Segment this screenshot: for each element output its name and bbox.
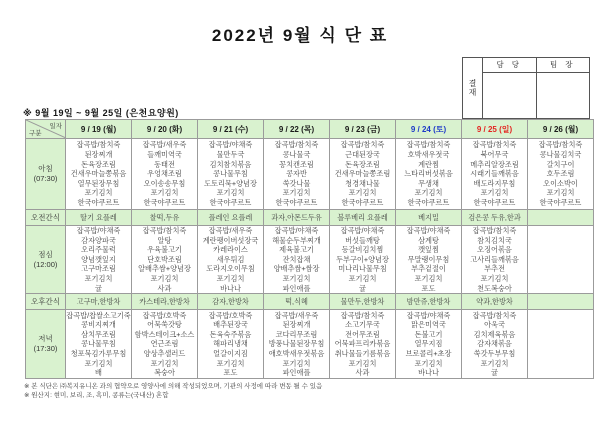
menu-item: 포기김치: [150, 358, 179, 368]
date-header-cell: 9 / 25 (일): [462, 120, 528, 139]
snack-cell: 검은콩 두유,한과: [462, 210, 528, 226]
date-header-cell: 9 / 24 (토): [396, 120, 462, 139]
menu-item: 잡곡밥/새우죽: [274, 310, 319, 320]
menu-cell: [330, 139, 396, 210]
menu-item: 알배추쌈+양념장: [138, 264, 191, 274]
menu-item: 열무된장무침: [77, 178, 120, 188]
menu-item: 북어무국: [480, 150, 509, 160]
menu-item: 포기김치: [480, 188, 509, 198]
menu-item: 단호박조림: [147, 254, 182, 264]
menu-item: 소고기무국: [345, 320, 380, 330]
menu-item: 취나물들기름볶음: [334, 348, 391, 358]
menu-item: 포기김치: [546, 188, 575, 198]
menu-cell: [66, 310, 132, 379]
menu-item: 돈육숙주볶음: [209, 329, 252, 339]
menu-item: 감자채볶음: [477, 339, 512, 349]
menu-cell: [396, 139, 462, 210]
menu-item: 콩비지찌개: [81, 320, 116, 330]
menu-item: 함박스테이크+소스: [134, 329, 195, 339]
week-range-label: ※ 9월 19일 ~ 9월 25일 (은천요양원): [23, 108, 179, 118]
menu-cell: [198, 226, 264, 294]
menu-item: 고사리들깨볶음: [470, 254, 519, 264]
snack-cell: 감자,한방차: [198, 294, 264, 310]
menu-item: 아욱국: [484, 320, 505, 330]
snack-cell: [528, 294, 594, 310]
menu-item: 잡곡밥/야채죽: [406, 310, 451, 320]
snack-cell: 고구마,한방차: [66, 294, 132, 310]
menu-cell: [264, 226, 330, 294]
menu-item: 등갈비김치찜: [341, 245, 384, 255]
menu-item: 들깨미역국: [147, 150, 182, 160]
menu-item: 포기김치: [150, 273, 179, 283]
menu-item: 잡곡밥/새우죽: [208, 226, 253, 235]
menu-cell: [462, 310, 528, 379]
menu-item: 한국야쿠르트: [341, 197, 384, 207]
menu-item: 쑥갓두부무침: [473, 348, 516, 358]
snack-cell: 플레인 요플레: [198, 210, 264, 226]
menu-item: 잡곡밥/야채죽: [340, 226, 385, 235]
menu-cell: [132, 226, 198, 294]
menu-item: 양배추쌈+쌈장: [273, 264, 320, 274]
approval-head-timjang: 팀 장: [537, 58, 590, 73]
menu-item: 포기김치: [216, 188, 245, 198]
menu-item: 잡곡밥/야채죽: [406, 226, 451, 235]
menu-cell: [264, 310, 330, 379]
menu-cell: [528, 139, 594, 210]
row-label: 오후간식: [31, 296, 60, 306]
menu-item: 김치참치볶음: [209, 159, 252, 169]
menu-item: 청경채나물: [345, 178, 380, 188]
menu-item: 잡곡밥/야채죽: [208, 140, 253, 150]
menu-item: 고구마조림: [81, 264, 116, 274]
snack-cell: 베지밀: [396, 210, 462, 226]
menu-item: 콩나물무침: [213, 169, 248, 179]
menu-item: 콩자반: [286, 169, 307, 179]
menu-item: 카레라이스: [213, 245, 248, 255]
menu-item: 물만두국: [216, 150, 245, 160]
menu-item: 꽁치캔조림: [279, 159, 314, 169]
menu-item: 건새우마늘쫑조림: [334, 169, 391, 179]
menu-item: 한국야쿠르트: [275, 197, 318, 207]
menu-item: 얼갈이지짐: [213, 348, 248, 358]
menu-item: 청포묵김가루무침: [70, 348, 127, 358]
menu-item: 잔치잡채: [282, 254, 311, 264]
menu-item: 잡곡밥/참치죽: [76, 140, 121, 150]
menu-item: 잡곡밥/참치죽: [472, 310, 517, 320]
menu-item: 브로콜리+초장: [405, 348, 452, 358]
menu-item: 양상추샐러드: [143, 348, 186, 358]
snack-cell: 찰떡,두유: [132, 210, 198, 226]
snack-cell: 밤만쥬,한방차: [396, 294, 462, 310]
menu-item: 호두조림: [546, 169, 575, 179]
menu-item: 오징어볶음: [477, 245, 512, 255]
menu-item: 잡곡밥/호박죽: [208, 310, 253, 320]
menu-item: 근대된장국: [345, 150, 380, 160]
corner-date-label: 일자: [49, 123, 62, 130]
menu-item: 배: [95, 368, 102, 378]
menu-cell: [66, 226, 132, 294]
menu-item: 잡곡밥/참치죽: [406, 140, 451, 150]
row-header-cell: [26, 210, 66, 226]
snack-cell: 약과,한방차: [462, 294, 528, 310]
menu-item: 우엉채조림: [147, 169, 182, 179]
menu-item: 느타리버섯볶음: [404, 169, 453, 179]
menu-item: 배도라지무침: [473, 178, 516, 188]
menu-item: 오이송송무침: [143, 178, 186, 188]
menu-item: 포기김치: [150, 188, 179, 198]
menu-item: 돈육장조림: [345, 159, 380, 169]
menu-item: 사과: [355, 368, 370, 378]
menu-item: 잡곡밥/참치죽: [340, 310, 385, 320]
row-header-cell: [26, 226, 66, 294]
menu-item: 알탕: [157, 235, 172, 245]
menu-item: 포기김치: [84, 188, 113, 198]
menu-cell: [198, 139, 264, 210]
menu-item: 포기김치: [282, 188, 311, 198]
menu-item: 깻잎찜: [418, 245, 439, 255]
menu-cell: [396, 310, 462, 379]
snack-cell: 블루베리 요플레: [330, 210, 396, 226]
menu-item: 포기김치: [84, 273, 113, 283]
menu-item: 삼계탕: [418, 235, 439, 245]
menu-item: 쑥갓나물: [282, 178, 311, 188]
menu-item: 어묵쑥갓탕: [147, 320, 182, 330]
menu-item: 한국야쿠르트: [77, 197, 120, 207]
menu-item: 돈육장조림: [81, 159, 116, 169]
menu-item: 잡곡밥/호박죽: [142, 310, 187, 320]
menu-item: 포도: [223, 368, 238, 378]
approval-col-damdang: [483, 58, 536, 118]
menu-item: 동태전: [154, 159, 175, 169]
menu-item: 한국야쿠르트: [473, 197, 516, 207]
corner-category-label: 구분: [29, 130, 42, 137]
menu-item: 잡곡밥/야채죽: [76, 226, 121, 235]
menu-item: 된장찌개: [282, 320, 311, 330]
menu-item: 바나나: [418, 368, 439, 378]
row-header-cell: [26, 139, 66, 210]
menu-item: 새우튀김: [216, 254, 245, 264]
menu-cell: [528, 226, 594, 294]
menu-cell: [198, 310, 264, 379]
menu-cell: [132, 139, 198, 210]
menu-item: 무말랭이무침: [407, 254, 450, 264]
menu-item: 방풍나물된장무침: [268, 339, 325, 349]
menu-item: 잡곡밥/참치죽: [538, 140, 583, 150]
menu-item: 콩나물국: [282, 150, 311, 160]
snack-cell: 과자,아몬드두유: [264, 210, 330, 226]
menu-item: 어묵파프리카볶음: [334, 339, 391, 349]
row-time: (07:30): [33, 174, 58, 183]
menu-cell: [132, 310, 198, 379]
menu-item: 오리주물럭: [81, 245, 116, 255]
row-header-cell: [26, 310, 66, 379]
menu-item: 포기김치: [348, 273, 377, 283]
menu-item: 천도복숭아: [477, 283, 512, 293]
menu-item: 두부구이+양념장: [336, 254, 389, 264]
menu-item: 연근조림: [150, 339, 179, 349]
footnote-origin: ※ 원산지: 현미, 보리, 조, 흑미, 콩류는(국내산) 혼합: [24, 392, 169, 399]
menu-item: 맑은미역국: [411, 320, 446, 330]
date-header-cell: 9 / 23 (금): [330, 120, 396, 139]
row-time: (17:30): [33, 344, 58, 354]
menu-item: 도라지오이무침: [206, 264, 255, 274]
menu-item: 귤: [491, 368, 498, 378]
row-header-cell: [26, 294, 66, 310]
menu-item: 바나나: [220, 283, 241, 293]
menu-item: 잡곡밥/참치죽: [472, 140, 517, 150]
page-title: 2022년 9월 식 단 표: [211, 26, 389, 45]
menu-item: 콩나물김치국: [539, 150, 582, 160]
menu-item: 잡곡밥/야채죽: [274, 226, 319, 235]
menu-item: 포기김치: [414, 188, 443, 198]
menu-item: 포기김치: [348, 188, 377, 198]
menu-item: 잡곡밥/찹쌀소고기죽: [66, 310, 131, 320]
menu-item: 무생채: [418, 178, 439, 188]
date-header-cell: 9 / 26 (월): [528, 120, 594, 139]
menu-item: 잡곡밥/참치죽: [472, 226, 517, 235]
menu-item: 포기김치: [216, 273, 245, 283]
menu-item: 우육불고기: [147, 245, 182, 255]
approval-columns: [483, 58, 589, 118]
menu-item: 한국야쿠르트: [539, 197, 582, 207]
menu-cell: [528, 310, 594, 379]
menu-item: 포기김치: [84, 358, 113, 368]
menu-item: 참치김치국: [477, 235, 512, 245]
menu-item: 사과: [157, 283, 172, 293]
footnote-source: ※ 본 식단은 ㈜복지유니온 과의 협약으로 영양사에 의해 작성되었으며, 기관의 사정에 따라 변동 될 수 있음: [24, 383, 323, 390]
menu-item: 귤: [95, 283, 102, 293]
menu-item: 미나리나물무침: [338, 264, 387, 274]
snack-cell: 떡,식혜: [264, 294, 330, 310]
menu-item: 열무지짐: [414, 339, 443, 349]
menu-item: 콩나물무침: [81, 339, 116, 349]
menu-item: 갈치구이: [546, 159, 575, 169]
menu-item: 잡곡밥/참치죽: [274, 140, 319, 150]
menu-item: 잡곡밥/새우죽: [142, 140, 187, 150]
approval-col-timjang: [536, 58, 590, 118]
menu-item: 파인애플: [282, 283, 311, 293]
menu-item: 오이소박이: [543, 178, 578, 188]
row-label: 저녁: [38, 334, 53, 344]
date-header-cell: 9 / 21 (수): [198, 120, 264, 139]
menu-item: 포기김치: [414, 273, 443, 283]
menu-item: 삼치무조림: [81, 329, 116, 339]
menu-item: 감자양파국: [81, 235, 116, 245]
menu-item: 제육불고기: [279, 245, 314, 255]
approval-box: [462, 57, 590, 119]
menu-item: 잡곡밥/참치죽: [142, 226, 187, 235]
menu-item: 포도: [421, 283, 436, 293]
row-label: 아침: [38, 164, 53, 174]
snack-cell: [528, 210, 594, 226]
menu-cell: [264, 139, 330, 210]
menu-item: 호박새우젓국: [407, 150, 450, 160]
menu-item: 코다리무조림: [275, 329, 318, 339]
menu-item: 한국야쿠르트: [407, 197, 450, 207]
menu-item: 복숭아: [154, 368, 175, 378]
row-label: 오전간식: [31, 212, 60, 222]
menu-item: 포기김치: [216, 358, 245, 368]
date-header-cell: 9 / 19 (월): [66, 120, 132, 139]
approval-label: 결재: [463, 58, 483, 118]
snack-cell: 물만두,한방차: [330, 294, 396, 310]
menu-cell: [462, 226, 528, 294]
menu-item: 도토리묵+양념장: [204, 178, 257, 188]
approval-head-damdang: 담 당: [483, 58, 536, 73]
approval-sign-area: [483, 73, 536, 118]
menu-item: 귤: [359, 283, 366, 293]
menu-table: [25, 119, 594, 379]
menu-cell: [66, 139, 132, 210]
menu-item: 양념깻잎지: [81, 254, 116, 264]
menu-item: 계란팽이버섯장국: [202, 235, 259, 245]
menu-item: 계란찜: [418, 159, 439, 169]
menu-item: 건새우마늘쫑볶음: [70, 169, 127, 179]
menu-item: 애호박새우젓볶음: [268, 348, 325, 358]
snack-cell: 딸기 요플레: [66, 210, 132, 226]
date-header-cell: 9 / 22 (목): [264, 120, 330, 139]
menu-item: 파인애플: [282, 368, 311, 378]
menu-item: 한국야쿠르트: [143, 197, 186, 207]
approval-sign-area: [537, 73, 590, 118]
menu-item: 전어무조림: [345, 329, 380, 339]
menu-item: 부추전: [484, 264, 505, 274]
menu-item: 시래기들깨볶음: [470, 169, 519, 179]
row-label: 점심: [38, 249, 53, 259]
row-time: (12:00): [33, 259, 58, 269]
menu-cell: [462, 139, 528, 210]
menu-cell: [330, 310, 396, 379]
menu-item: 된장찌개: [84, 150, 113, 160]
menu-item: 포기김치: [480, 358, 509, 368]
menu-item: 배추된장국: [213, 320, 248, 330]
menu-cell: [330, 226, 396, 294]
menu-item: 포기김치: [282, 273, 311, 283]
menu-item: 김치제육볶음: [473, 329, 516, 339]
menu-item: 포기김치: [282, 358, 311, 368]
snack-cell: 카스테라,한방차: [132, 294, 198, 310]
date-header-cell: 9 / 20 (화): [132, 120, 198, 139]
menu-item: 포기김치: [348, 358, 377, 368]
menu-item: 돈불고기: [414, 329, 443, 339]
menu-item: 부추겉절이: [411, 264, 446, 274]
menu-item: 해파리냉채: [213, 339, 248, 349]
menu-item: 버섯들깨탕: [345, 235, 380, 245]
menu-item: 메추리알장조림: [470, 159, 519, 169]
menu-cell: [396, 226, 462, 294]
corner-cell: [26, 120, 66, 139]
menu-item: 포기김치: [480, 273, 509, 283]
menu-item: 한국야쿠르트: [209, 197, 252, 207]
menu-item: 포기김치: [414, 358, 443, 368]
menu-item: 해물순두부찌개: [272, 235, 321, 245]
menu-item: 잡곡밥/참치죽: [340, 140, 385, 150]
